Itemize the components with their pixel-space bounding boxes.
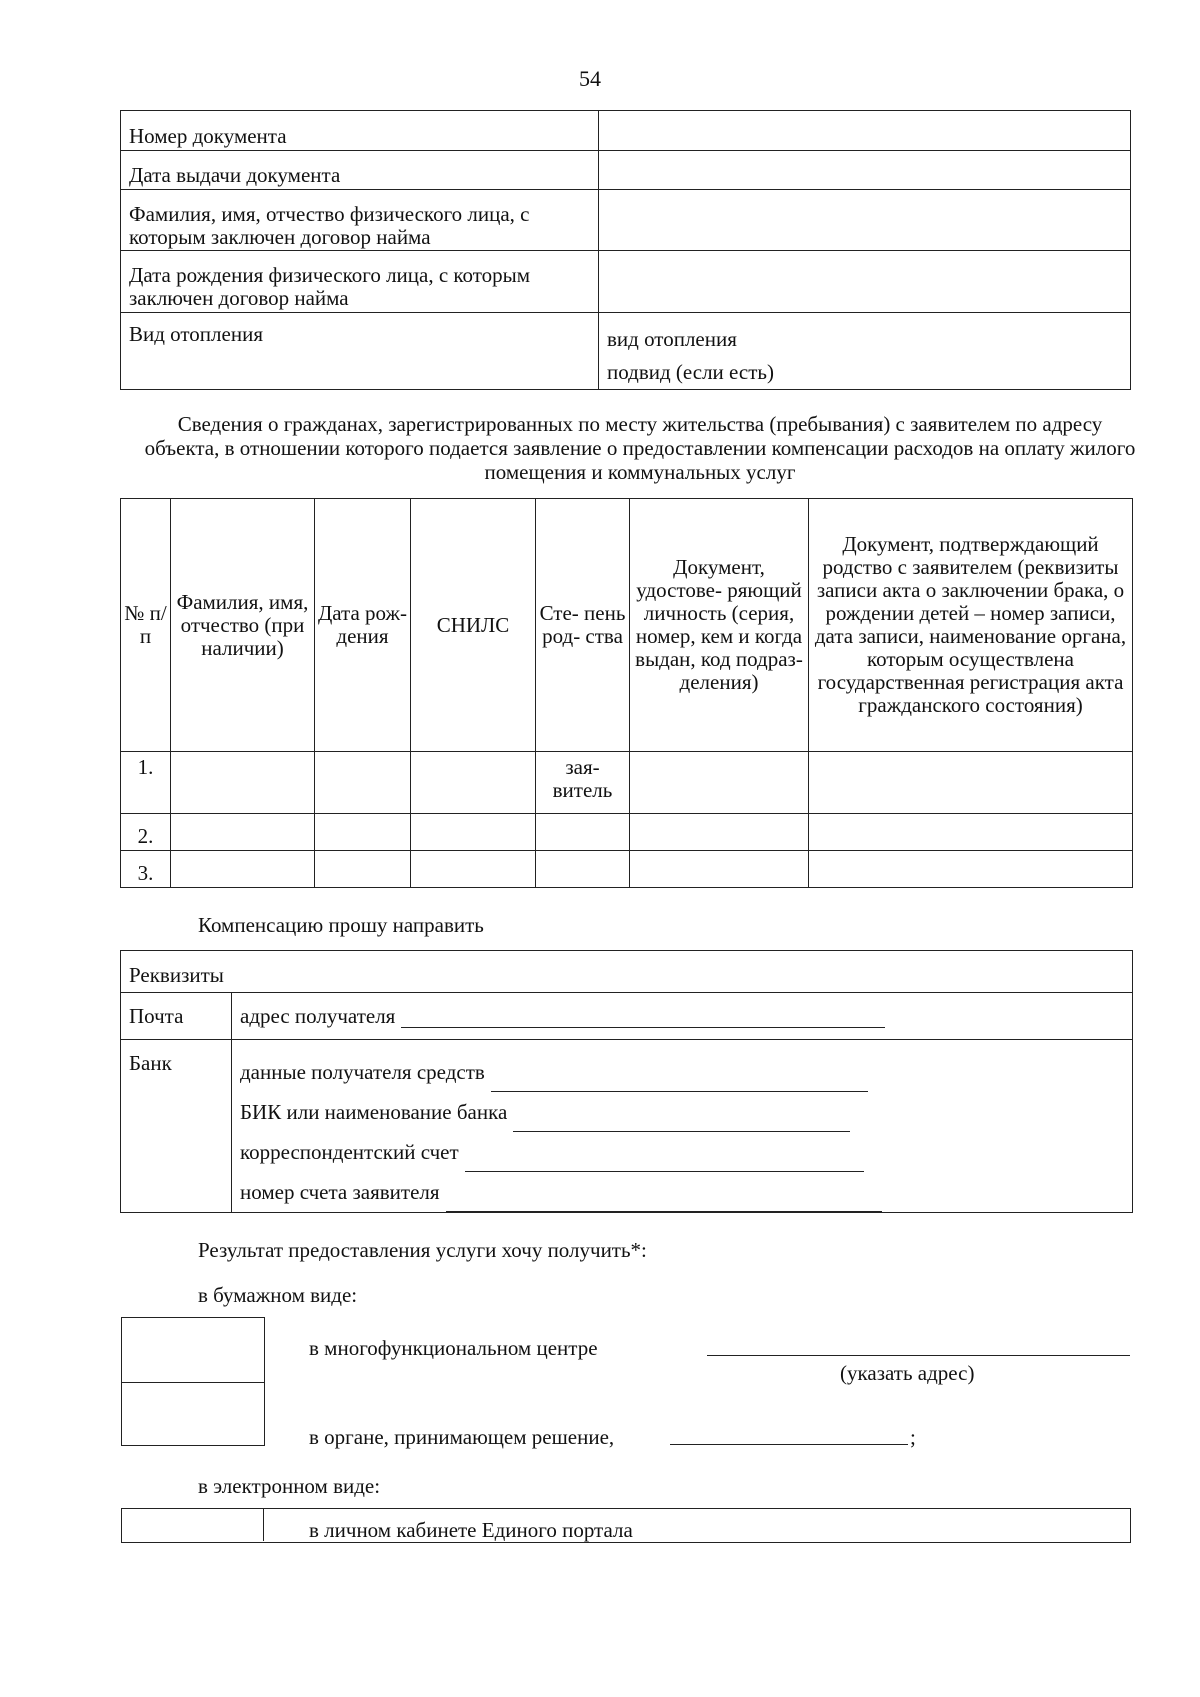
post-label: Почта [121,993,232,1040]
compensation-label: Компенсацию прошу направить [198,913,484,937]
header-birthdate: Дата рож- дения [315,499,411,752]
info-value-issue-date[interactable] [599,151,1131,190]
cell-snils[interactable] [411,752,536,814]
bank-label: Банк [121,1040,232,1213]
cell-kinship-doc[interactable] [809,851,1133,888]
result-label: Результат предоставления услуги хочу получить*: [198,1238,647,1262]
row-num: 1. [121,752,171,814]
info-label-tenant-name: Фамилия, имя, отчество физического лица, с которым заключен договор найма [121,190,599,251]
cell-relation[interactable] [536,814,630,851]
electronic-label: в электронном виде: [198,1474,381,1498]
info-value-heating[interactable] [599,313,1131,390]
address-hint: (указать адрес) [840,1361,975,1385]
mfc-option-label: в многофункциональном центре [309,1336,598,1360]
cell-fullname[interactable] [171,752,315,814]
cell-fullname[interactable] [171,814,315,851]
info-value-doc-number[interactable] [599,111,1131,151]
authority-checkbox[interactable] [121,1382,265,1446]
cell-identity-doc[interactable] [630,814,809,851]
cell-relation: зая- витель [536,752,630,814]
mfc-address-line[interactable] [707,1355,1130,1356]
cell-identity-doc[interactable] [630,851,809,888]
cell-snils[interactable] [411,814,536,851]
info-value-tenant-name[interactable] [599,190,1131,251]
portal-option-label: в личном кабинете Единого портала [309,1518,633,1542]
authority-line[interactable] [670,1444,908,1445]
row-num: 3. [121,851,171,888]
bank-recipient-label: данные получателя средств [240,1060,485,1084]
cell-kinship-doc[interactable] [809,814,1133,851]
info-label-issue-date: Дата выдачи документа [121,151,599,190]
table-row [121,851,1133,888]
requisites-table [120,950,1133,1213]
header-num: № п/п [121,499,171,752]
bank-recipient-input[interactable] [491,1071,868,1092]
header-snils: СНИЛС [411,499,536,752]
cell-snils[interactable] [411,851,536,888]
citizens-intro: Сведения о гражданах, зарегистрированных по месту жительства (пребывания) с заявителем по адресу объекта, в отношении которого подается заявление о предоставлении компенсации расходов на оплату жилого помещения и коммунальных услуг [144,412,1136,484]
row-num: 2. [121,814,171,851]
cell-fullname[interactable] [171,851,315,888]
paper-label: в бумажном виде: [198,1283,358,1307]
citizens-table [120,498,1133,888]
cell-relation[interactable] [536,851,630,888]
bank-account-input[interactable] [446,1191,882,1212]
page-number: 54 [579,66,601,91]
mfc-checkbox[interactable] [121,1317,265,1383]
portal-checkbox[interactable] [121,1508,264,1541]
info-label-doc-number: Номер документа [121,111,599,151]
header-relation: Сте- пень род- ства [536,499,630,752]
bank-corr-account-input[interactable] [465,1151,864,1172]
cell-birthdate[interactable] [315,752,411,814]
bank-fields [232,1040,1133,1213]
header-kinship-doc: Документ, подтверждающий родство с заявителем (реквизиты записи акта о заключении брака, о рождении детей – номер записи, дата записи, наименование органа, которым осуществлена государственная регистрация акта гражданского состояния) [809,499,1133,752]
heating-type: вид отопления [607,327,737,351]
cell-kinship-doc[interactable] [809,752,1133,814]
post-row [232,993,1133,1040]
table-row [121,814,1133,851]
authority-option-label: в органе, принимающем решение, [309,1425,615,1449]
requisites-title: Реквизиты [121,951,1133,993]
header-fullname: Фамилия, имя, отчество (при наличии) [171,499,315,752]
post-address-input[interactable] [401,1007,885,1028]
cell-birthdate[interactable] [315,814,411,851]
table-row [121,752,1133,814]
bank-bik-input[interactable] [513,1111,850,1132]
bank-bik-label: БИК или наименование банка [240,1100,508,1124]
info-label-tenant-birthdate: Дата рождения физического лица, с которым заключен договор найма [121,251,599,313]
post-address-label: адрес получателя [240,1004,396,1028]
heating-subtype: подвид (если есть) [607,360,774,384]
info-label-heating: Вид отопления [121,313,599,390]
bank-corr-account-label: корреспондентский счет [240,1140,459,1164]
header-identity-doc: Документ, удостове- ряющий личность (серия, номер, кем и когда выдан, код подраз- деления) [630,499,809,752]
cell-birthdate[interactable] [315,851,411,888]
document-info-table [120,110,1131,390]
info-value-tenant-birthdate[interactable] [599,251,1131,313]
authority-semicolon: ; [910,1425,916,1449]
bank-account-label: номер счета заявителя [240,1180,440,1204]
cell-identity-doc[interactable] [630,752,809,814]
